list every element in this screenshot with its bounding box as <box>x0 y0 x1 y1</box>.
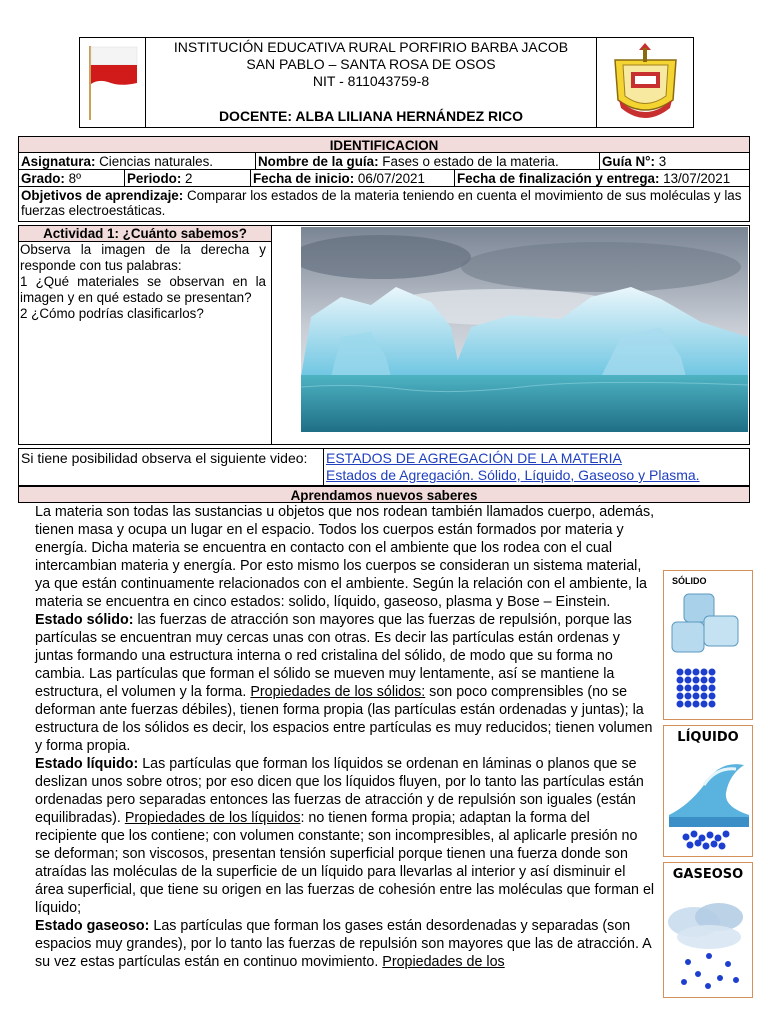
identification-title: IDENTIFICACION <box>18 136 750 153</box>
institution-location: SAN PABLO – SANTA ROSA DE OSOS <box>246 56 496 72</box>
solid-paragraph <box>35 611 655 755</box>
activity-title: Actividad 1: ¿Cuánto sabemos? <box>19 226 271 242</box>
gas-image <box>663 862 753 998</box>
end-date-cell <box>454 169 750 187</box>
start-date-label: Fecha de inicio: <box>253 171 355 186</box>
gas-props-label: Propiedades de los <box>382 954 505 970</box>
guide-name-label: Nombre de la guía: <box>258 154 379 169</box>
gas-label: Estado gaseoso: <box>35 918 150 934</box>
flag-icon <box>80 38 146 127</box>
video-link-2[interactable]: Estados de Agregación. Sólido, Líquido, Gaseoso y Plasma. <box>326 467 700 483</box>
iceberg-photo-icon <box>301 227 748 432</box>
subject-label: Asignatura: <box>21 154 96 169</box>
liquid-image <box>663 725 753 857</box>
guide-number-cell <box>599 152 750 170</box>
solid-props-label: Propiedades de los sólidos: <box>250 684 426 700</box>
logo-cell <box>596 38 693 127</box>
activity-instructions: Observa la imagen de la derecha y responde con tus palabras: <box>20 242 266 273</box>
grade-cell <box>18 169 125 187</box>
learn-title: Aprendamos nuevos saberes <box>18 486 750 503</box>
learn-intro: La materia son todas las sustancias u objetos que nos rodean también llamados cuerpo, además, tienen masa y ocupa un lugar en el espacio. Todos los cuerpos están formados por materia y energía. Dicha materia se encuentra en contacto con el ambiente que los rodea con el cual intercambian materia y energía. Por esto mismo los cuerpos se consideran un sistema material, ya que están continuamente relacionados con el ambiente. Según la relación con el ambiente, la materia se encuentra en cinco estados: solido, líquido, gaseoso, plasma y Bose – Einstein. <box>35 504 655 610</box>
period-value: 2 <box>181 171 193 186</box>
solid-props-text: son poco comprensibles (no se deforman ante fuerzas débiles), tienen forma propia (las partículas están ordenadas y juntas); la estructura de los sólidos es decir, los espacios entre partículas es muy reducidos; tienen volumen y forma propia. <box>35 684 653 754</box>
solid-image <box>663 570 753 720</box>
institution-nit: NIT - 811043759-8 <box>312 73 430 89</box>
video-links-cell <box>323 448 750 486</box>
teacher-name: DOCENTE: ALBA LILIANA HERNÁNDEZ RICO <box>218 108 524 124</box>
learn-body <box>35 503 655 971</box>
objectives-label: Objetivos de aprendizaje: <box>21 188 184 203</box>
ice-cubes-icon <box>664 586 752 716</box>
solid-particles <box>677 669 716 708</box>
end-date-value: 13/07/2021 <box>659 171 731 186</box>
guide-number-label: Guía N°: <box>602 154 655 169</box>
solid-caption: SÓLIDO <box>672 576 707 586</box>
grade-value: 8º <box>64 171 81 186</box>
liquid-props-text: : no tienen forma propia; adaptan la forma del recipiente que los contiene; con volumen constante; son incompresibles, al aplicarle presión no se deforman; son viscosos, presentan tensión superficial porque tienen una fuerza donde son atraídas las moléculas de la superficie de un líquido para llevarlas al interior y así disminuir el área superficial, que tiene su origen en las fuerzas de cohesión entre las moléculas que forman el líquido; <box>35 810 655 916</box>
period-cell <box>124 169 251 187</box>
gas-paragraph <box>35 917 655 971</box>
gas-text: Las partículas que forman los gases están desordenadas y separadas (son espacios muy grandes), por lo tanto las fuerzas de repulsión son mayores que las de atracción. A su vez estas partículas están en continuo movimiento. <box>35 918 651 970</box>
liquid-particles <box>683 831 730 850</box>
period-label: Periodo: <box>127 171 182 186</box>
water-splash-icon <box>664 745 752 853</box>
liquid-paragraph <box>35 755 655 917</box>
objectives-cell <box>18 186 750 222</box>
objectives-value: Comparar los estados de la materia teniendo en cuenta el movimiento de sus moléculas y las fuerzas electroestáticas. <box>21 188 742 218</box>
subject-cell <box>18 152 256 170</box>
solid-text: las fuerzas de atracción son mayores que las fuerzas de repulsión, porque las partículas se encuentran muy cercas unas con otras. Es decir las partículas están ordenas y juntas formando una estructura interna o red cristalina del sólido, de modo que su forma no cambia. Las partículas que forman el sólido se mueven muy lentamente, así se mantiene la estructura, el volumen y la forma. <box>35 612 632 700</box>
liquid-text: Las partículas que forman los líquidos se ordenan en láminas o planos que se deslizan unos sobre otros; por eso dicen que los líquidos fluyen, por lo tanto las partículas están ordenadas pero separadas entonces las fuerzas de atracción y de repulsión son iguales (están equilibradas). <box>35 756 644 826</box>
school-seal-icon <box>597 38 694 127</box>
liquid-label: Estado líquido: <box>35 756 139 772</box>
institution-name: INSTITUCIÓN EDUCATIVA RURAL PORFIRIO BARBA JACOB <box>173 39 569 55</box>
activity-question-2: 2 ¿Cómo podrías clasificarlos? <box>20 306 204 321</box>
activity-question-1: 1 ¿Qué materiales se observan en la imagen y en qué estado se presentan? <box>20 274 266 305</box>
guide-name-cell <box>255 152 600 170</box>
gas-cloud-icon <box>664 882 752 994</box>
gas-particles <box>681 953 739 989</box>
subject-value: Ciencias naturales. <box>95 154 214 169</box>
activity-text-block <box>20 242 266 322</box>
guide-name-value: Fases o estado de la materia. <box>378 154 559 169</box>
liquid-props-label: Propiedades de los líquidos <box>124 810 301 826</box>
end-date-label: Fecha de finalización y entrega: <box>457 171 660 186</box>
iceberg-image <box>301 227 748 432</box>
liquid-caption: LÍQUIDO <box>677 730 739 745</box>
grade-label: Grado: <box>21 171 65 186</box>
start-date-value: 06/07/2021 <box>354 171 425 186</box>
flag-cell <box>80 38 146 127</box>
start-date-cell <box>250 169 455 187</box>
solid-label: Estado sólido: <box>35 612 134 628</box>
guide-number-value: 3 <box>654 154 667 169</box>
video-prompt: Si tiene posibilidad observa el siguiente video: <box>18 448 324 486</box>
gas-caption: GASEOSO <box>672 867 744 882</box>
video-link-1[interactable]: ESTADOS DE AGREGACIÓN DE LA MATERIA <box>326 450 622 466</box>
